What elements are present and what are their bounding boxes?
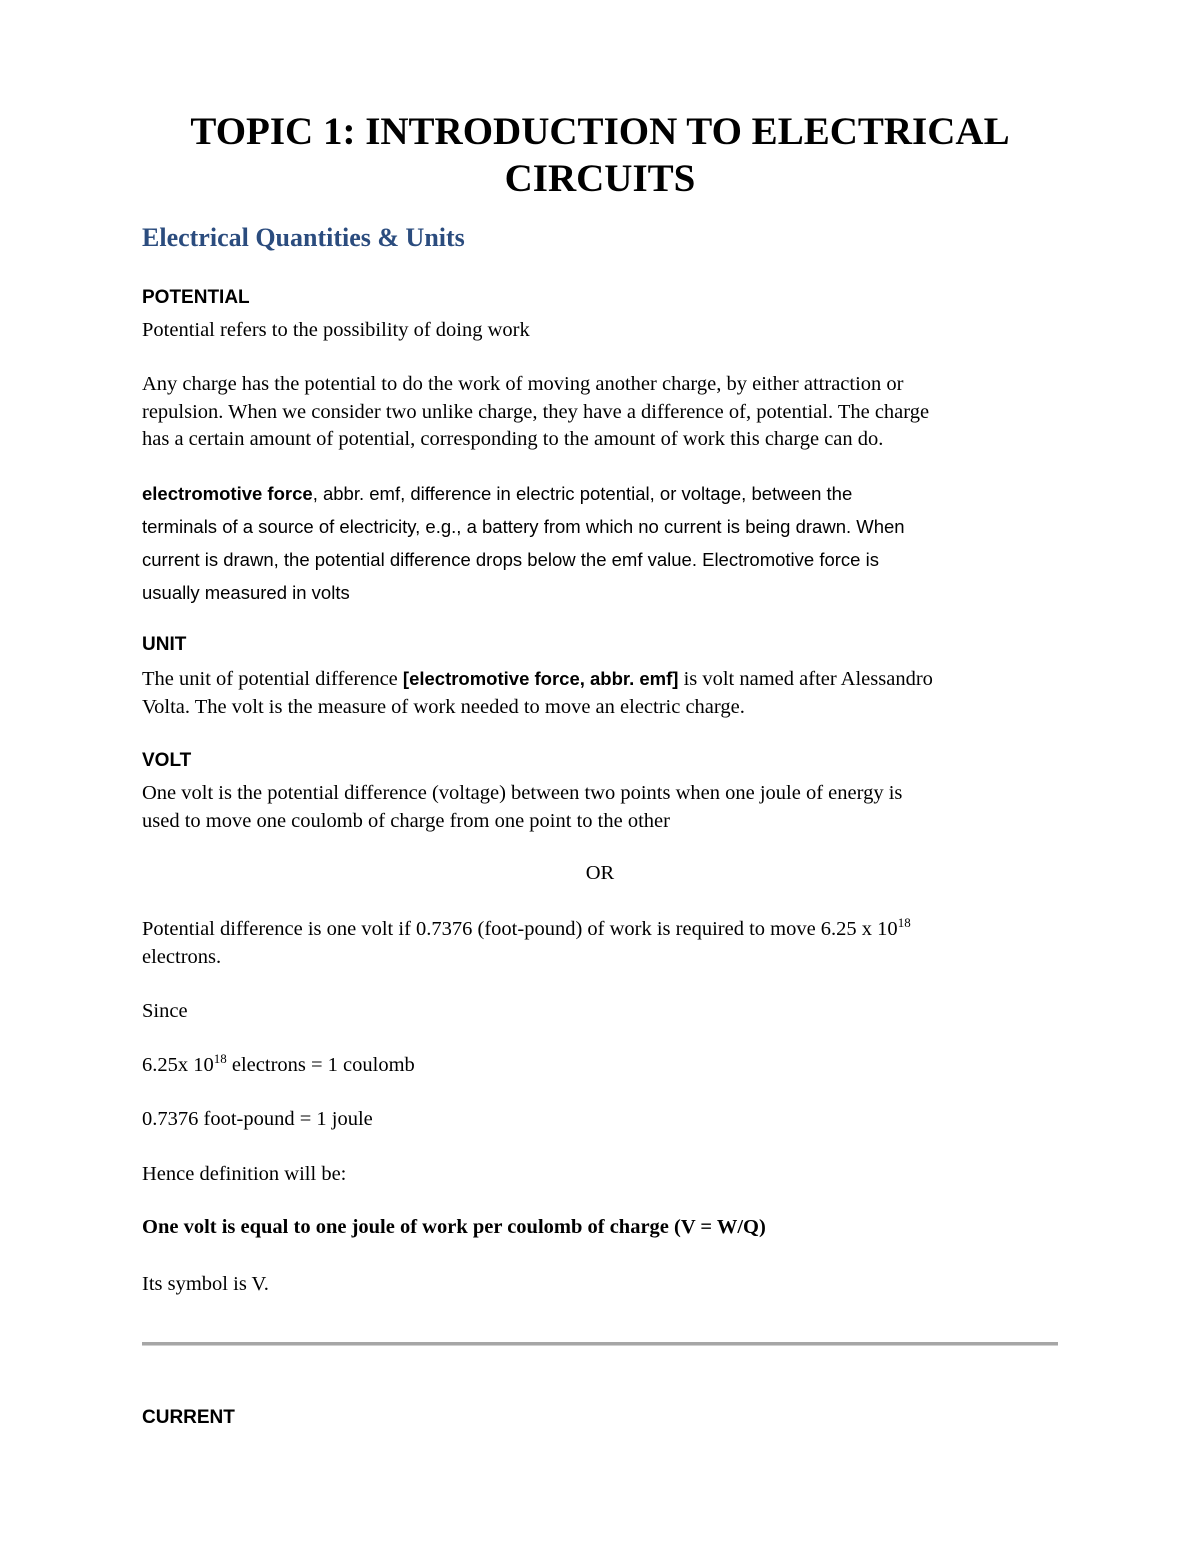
volt-alt-line-1-text: Potential difference is one volt if 0.7376 (foot-pound) of work is required to move 6.25 x 10 (142, 918, 898, 940)
unit-line-2: Volta. The volt is the measure of work needed to move an electric charge. (142, 695, 745, 718)
volt-line-1: One volt is the potential difference (voltage) between two points when one joule of energy is (142, 782, 903, 804)
horizontal-divider (142, 1342, 1058, 1346)
potential-heading: POTENTIAL (142, 287, 250, 308)
unit-paragraph (142, 665, 1062, 721)
emf-paragraph (142, 477, 1062, 609)
equation-electrons-rest: electrons = 1 coulomb (226, 1054, 415, 1076)
current-heading: CURRENT (142, 1407, 235, 1428)
emf-term: electromotive force (142, 483, 313, 504)
unit-emf-bold: [electromotive force, abbr. emf] (402, 668, 679, 689)
potential-paragraph-line: repulsion. When we consider two unlike charge, they have a difference of, potential. The charge (142, 400, 930, 423)
equation-electrons (142, 1052, 1062, 1080)
volt-line-2: used to move one coulomb of charge from one point to the other (142, 809, 670, 832)
emf-line-3: current is drawn, the potential difference drops below the emf value. Electromotive force is (142, 549, 879, 570)
equation-electrons-base: 6.25x 10 (142, 1054, 214, 1076)
since-text: Since (142, 1000, 188, 1022)
volt-bold-definition: One volt is equal to one joule of work per coulomb of charge (V = W/Q) (142, 1216, 766, 1238)
unit-line-1-before: The unit of potential difference (142, 668, 403, 690)
page-title-line-1: TOPIC 1: INTRODUCTION TO ELECTRICAL (190, 110, 1010, 153)
emf-line-1 (142, 477, 1062, 510)
potential-definition: Potential refers to the possibility of doing work (142, 319, 530, 341)
volt-alt-line-1 (142, 916, 1062, 944)
potential-paragraph (142, 371, 1062, 454)
emf-line-1-rest: , abbr. emf, difference in electric potential, or voltage, between the (312, 483, 853, 504)
potential-paragraph-line: has a certain amount of potential, corresponding to the amount of work this charge can do. (142, 428, 884, 450)
equation-joule: 0.7376 foot-pound = 1 joule (142, 1108, 373, 1130)
volt-alt-definition (142, 916, 1062, 971)
exponent: 18 (897, 915, 911, 930)
emf-line-4: usually measured in volts (142, 582, 350, 603)
unit-line-1-after: is volt named after Alessandro (678, 668, 933, 690)
volt-heading: VOLT (142, 750, 192, 771)
volt-definition (142, 780, 1062, 835)
unit-heading: UNIT (142, 634, 187, 655)
volt-alt-line-2: electrons. (142, 945, 222, 968)
hence-text: Hence definition will be: (142, 1163, 347, 1185)
volt-symbol-text: Its symbol is V. (142, 1273, 269, 1295)
exponent: 18 (213, 1051, 227, 1066)
section-heading: Electrical Quantities & Units (142, 223, 465, 252)
page-title-line-2: CIRCUITS (504, 157, 696, 200)
or-separator: OR (585, 862, 615, 884)
page-title (140, 108, 1060, 202)
unit-line-1 (142, 665, 1062, 694)
potential-paragraph-line: Any charge has the potential to do the work of moving another charge, by either attraction or (142, 373, 904, 395)
emf-line-2: terminals of a source of electricity, e.g., a battery from which no current is being drawn. When (142, 516, 905, 537)
